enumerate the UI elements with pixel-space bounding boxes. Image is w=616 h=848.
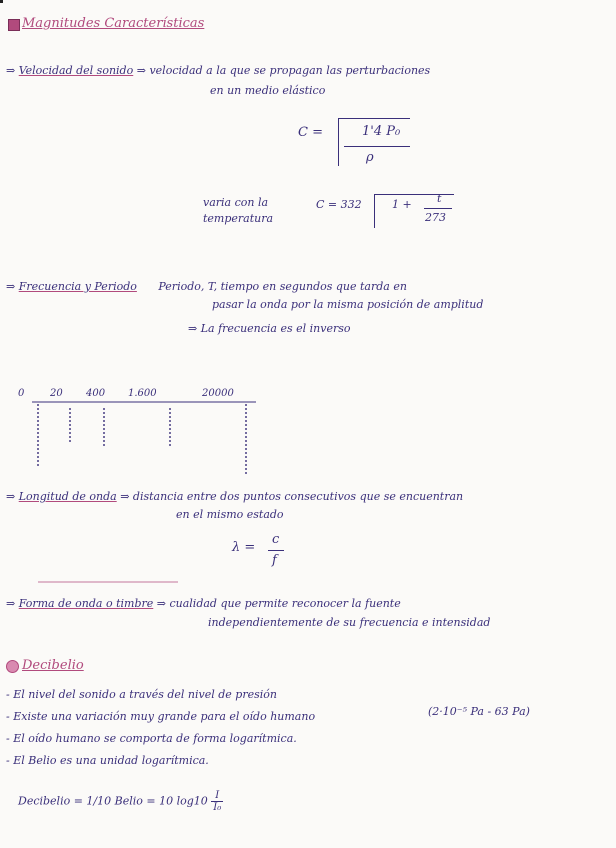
varia-line2: temperatura — [203, 212, 274, 225]
frecuencia-def-line1: Periodo, T, tiempo en segundos que tarda en — [158, 280, 407, 293]
longitud-def-line1: distancia entre dos puntos consecutivos que se encuentran — [132, 490, 464, 503]
forma-arrow: ⇒ — [6, 597, 16, 610]
decibelio-heading: Decibelio — [22, 658, 84, 673]
forma-def-line1: cualidad que permite reconocer la fuente — [169, 597, 401, 610]
scale-tick-0: 0 — [18, 388, 25, 399]
longitud-heading: Longitud de onda — [18, 490, 117, 503]
forma-def-line2: independientemente de su frecuencia e intensidad — [208, 616, 491, 629]
decibelio-frac-den: I₀ — [213, 802, 222, 813]
longitud-arrow: ⇒ — [6, 490, 16, 503]
longitud-formula-num: c — [272, 532, 280, 547]
formula1-lhs: C = — [298, 125, 323, 140]
longitud-section — [6, 490, 463, 503]
decibelio-bullet-1: - El nivel del sonido a través del nivel de presión — [6, 688, 277, 701]
frecuencia-heading: Frecuencia y Periodo — [18, 280, 137, 293]
varia-line1: varia con la — [203, 196, 269, 209]
longitud-formula-den: f — [272, 553, 277, 568]
forma-heading: Forma de onda o timbre — [18, 597, 154, 610]
scale-tick-1600: 1.600 — [128, 388, 157, 399]
longitud-formula-lhs: λ = — [232, 540, 256, 555]
decibelio-formula-fraction — [211, 790, 223, 813]
longitud-def-line2: en el mismo estado — [176, 508, 284, 521]
velocidad-def-line2: en un medio elástico — [210, 84, 326, 97]
velocidad-arrow: ⇒ — [6, 64, 16, 77]
velocidad-heading: Velocidad del sonido — [18, 64, 134, 77]
frecuencia-def-line3: ⇒ La frecuencia es el inverso — [188, 322, 351, 335]
velocidad-arrow2: ⇒ — [136, 64, 146, 77]
longitud-fraction-bar — [268, 550, 284, 551]
formula2-den: 273 — [425, 211, 446, 224]
decibelio-bullet-4: - El Belio es una unidad logarítmica. — [6, 754, 209, 767]
forma-section — [6, 597, 401, 610]
formula2-num: t — [437, 192, 442, 205]
formula2-one: 1 + — [392, 198, 412, 211]
decibelio-bullet-2: - Existe una variación muy grande para el oído humano — [6, 710, 316, 723]
decibelio-formula — [18, 790, 223, 813]
decibelio-bullet-3: - El oído humano se comporta de forma logarítmica. — [6, 732, 297, 745]
decibelio-formula-text: Decibelio = 1/10 Belio = 10 log10 — [18, 794, 208, 808]
decibelio-range: (2·10⁻⁵ Pa - 63 Pa) — [428, 705, 530, 718]
frecuencia-def-line2: pasar la onda por la misma posición de amplitud — [212, 298, 484, 311]
bullet-circle-icon — [6, 660, 19, 673]
frecuencia-arrow: ⇒ — [6, 280, 16, 293]
formula1-den: ρ — [366, 150, 374, 165]
scale-tick-20: 20 — [50, 388, 63, 399]
scale-tick-20000: 20000 — [202, 388, 234, 399]
page-title: Magnitudes Características — [22, 16, 205, 31]
velocidad-def-line1: velocidad a la que se propagan las perturbaciones — [149, 64, 431, 77]
decibelio-frac-num: I — [211, 790, 223, 802]
scale-tick-400: 400 — [86, 388, 106, 399]
formula1-num: 1'4 P₀ — [362, 124, 401, 139]
formula2-lhs: C = 332 — [316, 198, 362, 211]
longitud-arrow2: ⇒ — [120, 490, 130, 503]
forma-arrow2: ⇒ — [156, 597, 166, 610]
